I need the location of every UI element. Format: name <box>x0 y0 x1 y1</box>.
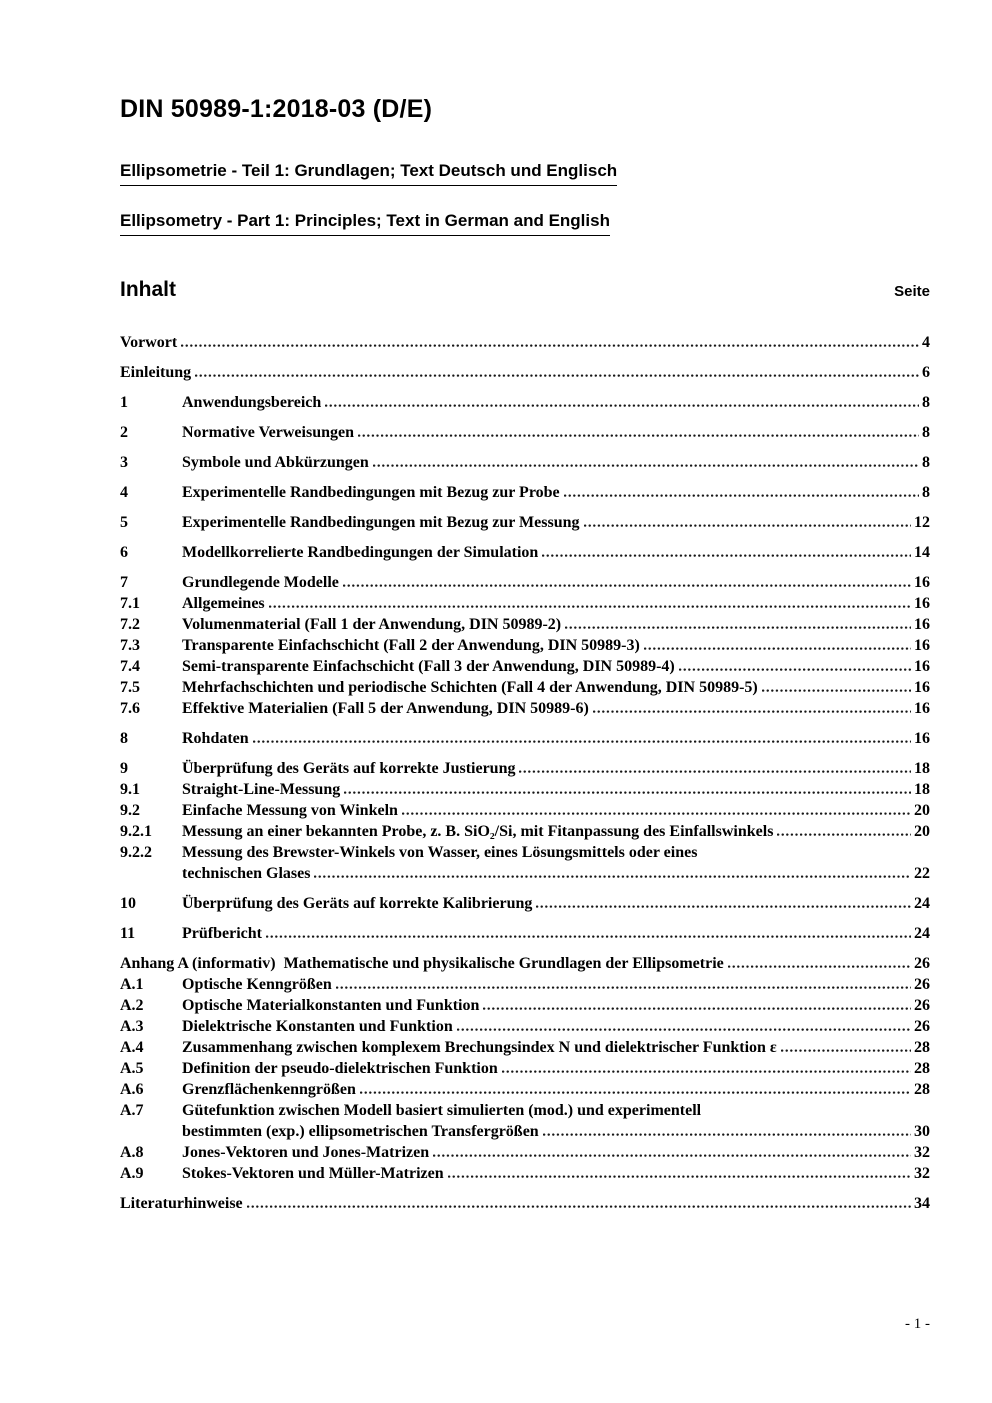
toc-entry <box>120 1100 930 1121</box>
toc-leader-dots <box>195 374 919 377</box>
toc-entry-page: 20 <box>914 823 930 840</box>
toc-entry <box>120 1142 930 1163</box>
toc-leader-dots <box>564 494 919 497</box>
toc-entry-number: 9.2.1 <box>120 823 152 840</box>
toc-entry <box>120 542 930 563</box>
toc-entry-page: 6 <box>922 364 930 381</box>
toc-entry-title: Normative Verweisungen <box>182 424 354 441</box>
toc-entry-number: 10 <box>120 895 136 912</box>
toc-entry-page: 32 <box>914 1165 930 1182</box>
toc-entry <box>120 779 930 800</box>
toc-entry-title: Gütefunktion zwischen Modell basiert simulierten (mod.) und experimentell <box>182 1102 702 1119</box>
toc-entry <box>120 1037 930 1058</box>
toc-entry-title: Überprüfung des Geräts auf korrekte Justierung <box>182 760 516 777</box>
toc-entry-title: Einfache Messung von Winkeln <box>182 802 398 819</box>
toc-entry-title: Optische Kenngrößen <box>182 976 332 993</box>
toc-leader-dots <box>344 791 911 794</box>
toc-entry-page: 16 <box>914 700 930 717</box>
toc-entry-page: 24 <box>914 895 930 912</box>
toc-entry-number: 4 <box>120 484 128 501</box>
toc-leader-dots <box>777 833 911 836</box>
toc-entry <box>120 392 930 413</box>
toc-entry <box>120 953 930 974</box>
toc-entry <box>120 1193 930 1214</box>
toc-leader-dots <box>448 1175 911 1178</box>
toc-entry-number: 11 <box>120 925 136 942</box>
toc-entry <box>120 512 930 533</box>
toc-entry <box>120 1163 930 1184</box>
toc-entry-title: Symbole und Abkürzungen <box>182 454 369 471</box>
toc-entry-page: 8 <box>922 454 930 471</box>
page-column-heading: Seite <box>894 283 930 300</box>
toc-entry <box>120 728 930 749</box>
toc-entry-title: Vorwort <box>120 334 178 351</box>
toc-leader-dots <box>433 1154 911 1157</box>
toc-entry-title: Anwendungsbereich <box>182 394 322 411</box>
toc-entry <box>120 923 930 944</box>
toc-entry-number: 7.2 <box>120 616 140 633</box>
toc-leader-dots <box>457 1028 911 1031</box>
toc-entry-number: 1 <box>120 394 128 411</box>
toc-entry-page: 16 <box>914 616 930 633</box>
toc-entry-title: Messung an einer bekannten Probe, z. B. SiO₂/Si, mit Fitanpassung des Einfallswinkels <box>182 823 774 840</box>
toc-entry-title: Allgemeines <box>182 595 265 612</box>
toc-entry <box>120 656 930 677</box>
toc-leader-dots <box>502 1070 911 1073</box>
toc-entry-page: 26 <box>914 955 930 972</box>
toc-entry-number: A.3 <box>120 1018 144 1035</box>
toc-entry-page: 18 <box>914 781 930 798</box>
toc-heading: Inhalt <box>120 278 176 301</box>
toc-leader-dots <box>781 1049 911 1052</box>
toc-entry-title: Dielektrische Konstanten und Funktion <box>182 1018 453 1035</box>
toc-leader-dots <box>483 1007 911 1010</box>
toc-entry <box>120 422 930 443</box>
toc-entry-page: 16 <box>914 658 930 675</box>
toc-entry-page: 24 <box>914 925 930 942</box>
toc-entry-title: Rohdaten <box>182 730 249 747</box>
toc-entry-title: Experimentelle Randbedingungen mit Bezug zur Probe <box>182 484 560 501</box>
toc-leader-dots <box>247 1205 911 1208</box>
toc-entry-title: Mehrfachschichten und periodische Schichten (Fall 4 der Anwendung, DIN 50989-5) <box>182 679 758 696</box>
toc-entry-page: 28 <box>914 1081 930 1098</box>
toc-entry-number: 8 <box>120 730 128 747</box>
toc-entry-title: Zusammenhang zwischen komplexem Brechungsindex N und dielektrischer Funktion ε <box>182 1039 777 1056</box>
toc-leader-dots <box>343 584 911 587</box>
toc-entry-page: 32 <box>914 1144 930 1161</box>
toc-entry <box>120 1121 930 1142</box>
toc-entry-number: A.2 <box>120 997 144 1014</box>
toc-leader-dots <box>402 812 911 815</box>
toc-entry <box>120 452 930 473</box>
toc-entry-page: 14 <box>914 544 930 561</box>
toc-entry-page: 16 <box>914 730 930 747</box>
toc-leader-dots <box>358 434 919 437</box>
toc-leader-dots <box>253 740 911 743</box>
toc-header <box>120 278 930 302</box>
toc-leader-dots <box>360 1091 911 1094</box>
toc-entry-title: Grenzflächenkenngrößen <box>182 1081 356 1098</box>
toc-entry-number: 7.5 <box>120 679 140 696</box>
toc-leader-dots <box>762 689 911 692</box>
toc-entry-title: Transparente Einfachschicht (Fall 2 der Anwendung, DIN 50989-3) <box>182 637 640 654</box>
toc-entry <box>120 593 930 614</box>
toc-entry-page: 22 <box>914 865 930 882</box>
subtitle-english-text: Ellipsometry - Part 1: Principles; Text in German and English <box>120 211 610 236</box>
toc-entry <box>120 1079 930 1100</box>
toc-entry-number: 2 <box>120 424 128 441</box>
toc-entry-number: 3 <box>120 454 128 471</box>
toc-entry-title: Effektive Materialien (Fall 5 der Anwendung, DIN 50989-6) <box>182 700 589 717</box>
toc-entry-number: A.8 <box>120 1144 144 1161</box>
subtitle-english <box>120 211 930 236</box>
toc-entry-number: A.6 <box>120 1081 144 1098</box>
toc-entry-title: technischen Glases <box>182 865 311 882</box>
toc-entry-page: 28 <box>914 1039 930 1056</box>
toc-entry-number: A.5 <box>120 1060 144 1077</box>
toc-entry-page: 20 <box>914 802 930 819</box>
toc-entry-title: Literaturhinweise <box>120 1195 243 1212</box>
toc-entry-page: 28 <box>914 1060 930 1077</box>
toc-entry-title: Experimentelle Randbedingungen mit Bezug zur Messung <box>182 514 580 531</box>
toc-entry-number: 7 <box>120 574 128 591</box>
toc-entry <box>120 974 930 995</box>
toc-entry-page: 30 <box>914 1123 930 1140</box>
toc-entry-number: 7.1 <box>120 595 140 612</box>
toc-leader-dots <box>519 770 911 773</box>
toc-entry-title: Grundlegende Modelle <box>182 574 339 591</box>
toc-entry <box>120 1058 930 1079</box>
toc-entry <box>120 677 930 698</box>
toc-leader-dots <box>325 404 919 407</box>
toc-entry-number: 6 <box>120 544 128 561</box>
subtitle-german <box>120 161 930 186</box>
toc-leader-dots <box>679 668 911 671</box>
toc-entry <box>120 572 930 593</box>
subtitle-german-text: Ellipsometrie - Teil 1: Grundlagen; Text Deutsch und Englisch <box>120 161 617 186</box>
toc-entry <box>120 842 930 863</box>
toc-entry-title: Semi-transparente Einfachschicht (Fall 3 der Anwendung, DIN 50989-4) <box>182 658 675 675</box>
toc-entry-page: 8 <box>922 394 930 411</box>
toc-entry-page: 16 <box>914 637 930 654</box>
toc-entry-page: 26 <box>914 1018 930 1035</box>
toc-leader-dots <box>336 986 911 989</box>
toc-leader-dots <box>181 344 919 347</box>
toc-entry <box>120 482 930 503</box>
toc-leader-dots <box>542 554 911 557</box>
toc-entry-page: 26 <box>914 976 930 993</box>
toc-entry-page: 16 <box>914 679 930 696</box>
toc-entry-title: Volumenmaterial (Fall 1 der Anwendung, DIN 50989-2) <box>182 616 562 633</box>
toc-entry-page: 16 <box>914 574 930 591</box>
toc-entry-page: 16 <box>914 595 930 612</box>
toc-entry-number: 7.6 <box>120 700 140 717</box>
page-number-footer: - 1 - <box>905 1316 930 1332</box>
toc-entry-number: A.4 <box>120 1039 144 1056</box>
toc-entry-page: 18 <box>914 760 930 777</box>
toc-entry-number: 5 <box>120 514 128 531</box>
toc-entry-title: Modellkorrelierte Randbedingungen der Simulation <box>182 544 539 561</box>
toc-entry-number: 9.1 <box>120 781 140 798</box>
toc-entry-title: Definition der pseudo-dielektrischen Funktion <box>182 1060 498 1077</box>
toc-entry-number: 9.2 <box>120 802 140 819</box>
toc-entry-title: Prüfbericht <box>182 925 262 942</box>
toc-entry <box>120 635 930 656</box>
toc-entry-page: 26 <box>914 997 930 1014</box>
toc-leader-dots <box>543 1133 911 1136</box>
toc-entry-title: Optische Materialkonstanten und Funktion <box>182 997 480 1014</box>
toc-leader-dots <box>644 647 911 650</box>
toc-entry-number: 7.3 <box>120 637 140 654</box>
toc-entry-number: 9 <box>120 760 128 777</box>
toc-entry-page: 8 <box>922 484 930 501</box>
toc-entry-title: bestimmten (exp.) ellipsometrischen Transfergrößen <box>182 1123 539 1140</box>
toc-entry <box>120 1016 930 1037</box>
toc-entry-page: 4 <box>922 334 930 351</box>
toc-entry <box>120 614 930 635</box>
toc-leader-dots <box>565 626 911 629</box>
toc-entry-title: Straight-Line-Messung <box>182 781 341 798</box>
toc-entry <box>120 995 930 1016</box>
toc-leader-dots <box>584 524 912 527</box>
document-title: DIN 50989-1:2018-03 (D/E) <box>120 95 433 123</box>
toc-entry-number: 7.4 <box>120 658 140 675</box>
toc-entry-page: 12 <box>914 514 930 531</box>
toc-entry-title: Überprüfung des Geräts auf korrekte Kalibrierung <box>182 895 533 912</box>
toc-leader-dots <box>728 965 911 968</box>
toc-entry-number: A.9 <box>120 1165 144 1182</box>
toc-entry <box>120 362 930 383</box>
toc-entry-number: A.1 <box>120 976 144 993</box>
toc-leader-dots <box>373 464 919 467</box>
toc-leader-dots <box>269 605 911 608</box>
toc-leader-dots <box>266 935 911 938</box>
toc-entry-page: 8 <box>922 424 930 441</box>
toc-entry <box>120 332 930 353</box>
toc-entry-title: Anhang A (informativ) Mathematische und physikalische Grundlagen der Ellipsometrie <box>120 955 724 972</box>
toc-entry-title: Einleitung <box>120 364 192 381</box>
toc-entry-title: Stokes-Vektoren und Müller-Matrizen <box>182 1165 444 1182</box>
toc-entry-number: 9.2.2 <box>120 844 152 861</box>
toc-entry-page: 34 <box>914 1195 930 1212</box>
toc-entry-title: Messung des Brewster-Winkels von Wasser, eines Lösungsmittels oder eines <box>182 844 698 861</box>
toc-entry <box>120 758 930 779</box>
toc-entry-number: A.7 <box>120 1102 144 1119</box>
toc-entry <box>120 893 930 914</box>
toc-leader-dots <box>314 875 911 878</box>
toc-entry <box>120 821 930 842</box>
toc-entry <box>120 863 930 884</box>
toc-entry <box>120 698 930 719</box>
toc-leader-dots <box>536 905 911 908</box>
toc-entry-title: Jones-Vektoren und Jones-Matrizen <box>182 1144 430 1161</box>
toc-leader-dots <box>593 710 911 713</box>
toc-entry <box>120 800 930 821</box>
toc-list <box>120 332 930 1214</box>
